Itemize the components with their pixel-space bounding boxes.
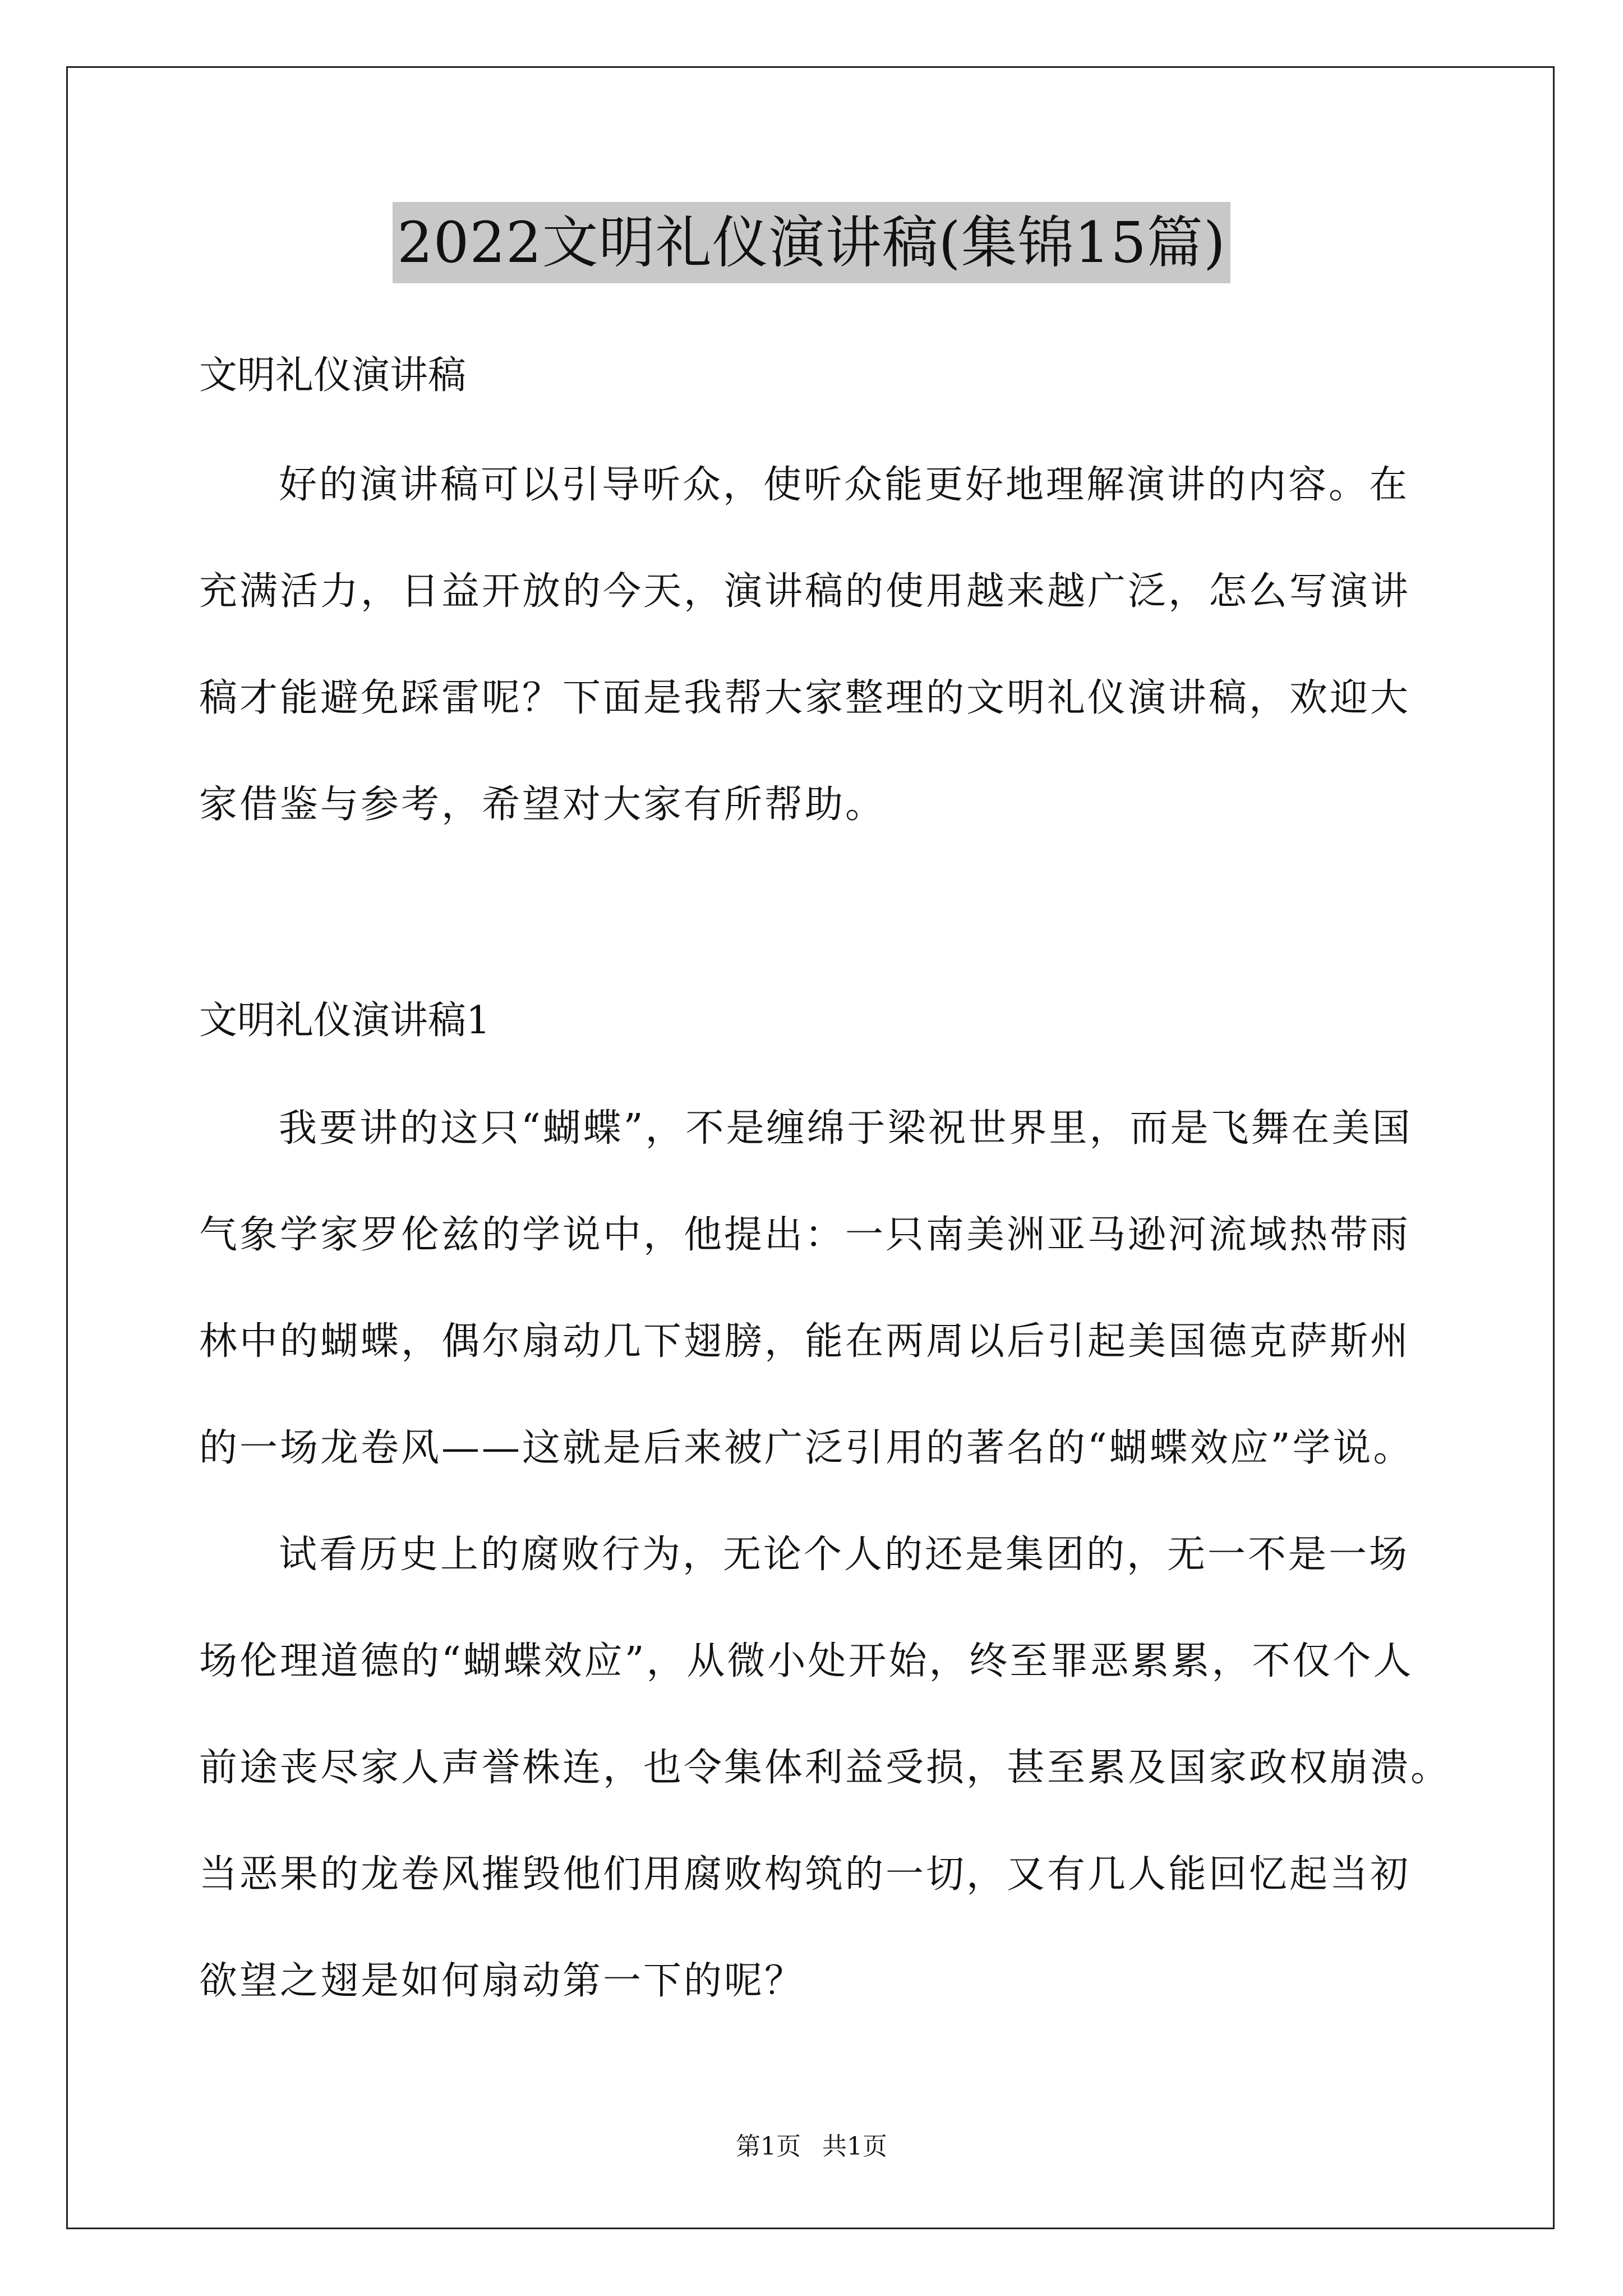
title-container (0, 202, 1623, 283)
intro-line: 充满活力，日益开放的今天，演讲稿的使用越来越广泛，怎么写演讲 (199, 569, 1411, 614)
page-total: 共1页 (822, 2132, 887, 2161)
intro-line: 家借鉴与参考，希望对大家有所帮助。 (199, 783, 886, 827)
intro-line: 好的演讲稿可以引导听众，使听众能更好地理解演讲的内容。在 (279, 463, 1410, 507)
intro-line: 稿才能避免踩雷呢？下面是我帮大家整理的文明礼仪演讲稿，欢迎大 (199, 676, 1411, 720)
section1-para1-line: 的一场龙卷风——这就是后来被广泛引用的著名的“蝴蝶效应”学说。 (199, 1426, 1414, 1470)
document-title: 2022文明礼仪演讲稿(集锦15篇) (393, 202, 1230, 283)
page-footer (0, 2130, 1623, 2164)
intro-heading: 文明礼仪演讲稿 (199, 353, 467, 398)
section1-para2-line: 前途丧尽家人声誉株连，也令集体利益受损，甚至累及国家政权崩溃。 (199, 1746, 1451, 1790)
section1-para2-line: 场伦理道德的“蝴蝶效应”，从微小处开始，终至罪恶累累，不仅个人 (199, 1639, 1414, 1683)
page-number: 第1页 (736, 2132, 801, 2161)
section1-para1-line: 气象学家罗伦兹的学说中，他提出：一只南美洲亚马逊河流域热带雨 (199, 1213, 1411, 1257)
section1-para1-line: 我要讲的这只“蝴蝶”，不是缠绵于梁祝世界里，而是飞舞在美国 (279, 1106, 1413, 1151)
section1-para2-line: 当恶果的龙卷风摧毁他们用腐败构筑的一切，又有几人能回忆起当初 (199, 1852, 1411, 1897)
section1-para2-line: 欲望之翅是如何扇动第一下的呢？ (199, 1959, 805, 2003)
section1-heading: 文明礼仪演讲稿1 (199, 999, 491, 1043)
section1-para1-line: 林中的蝴蝶，偶尔扇动几下翅膀，能在两周以后引起美国德克萨斯州 (199, 1319, 1411, 1364)
section1-para2-line: 试看历史上的腐败行为，无论个人的还是集团的，无一不是一场 (279, 1533, 1410, 1577)
